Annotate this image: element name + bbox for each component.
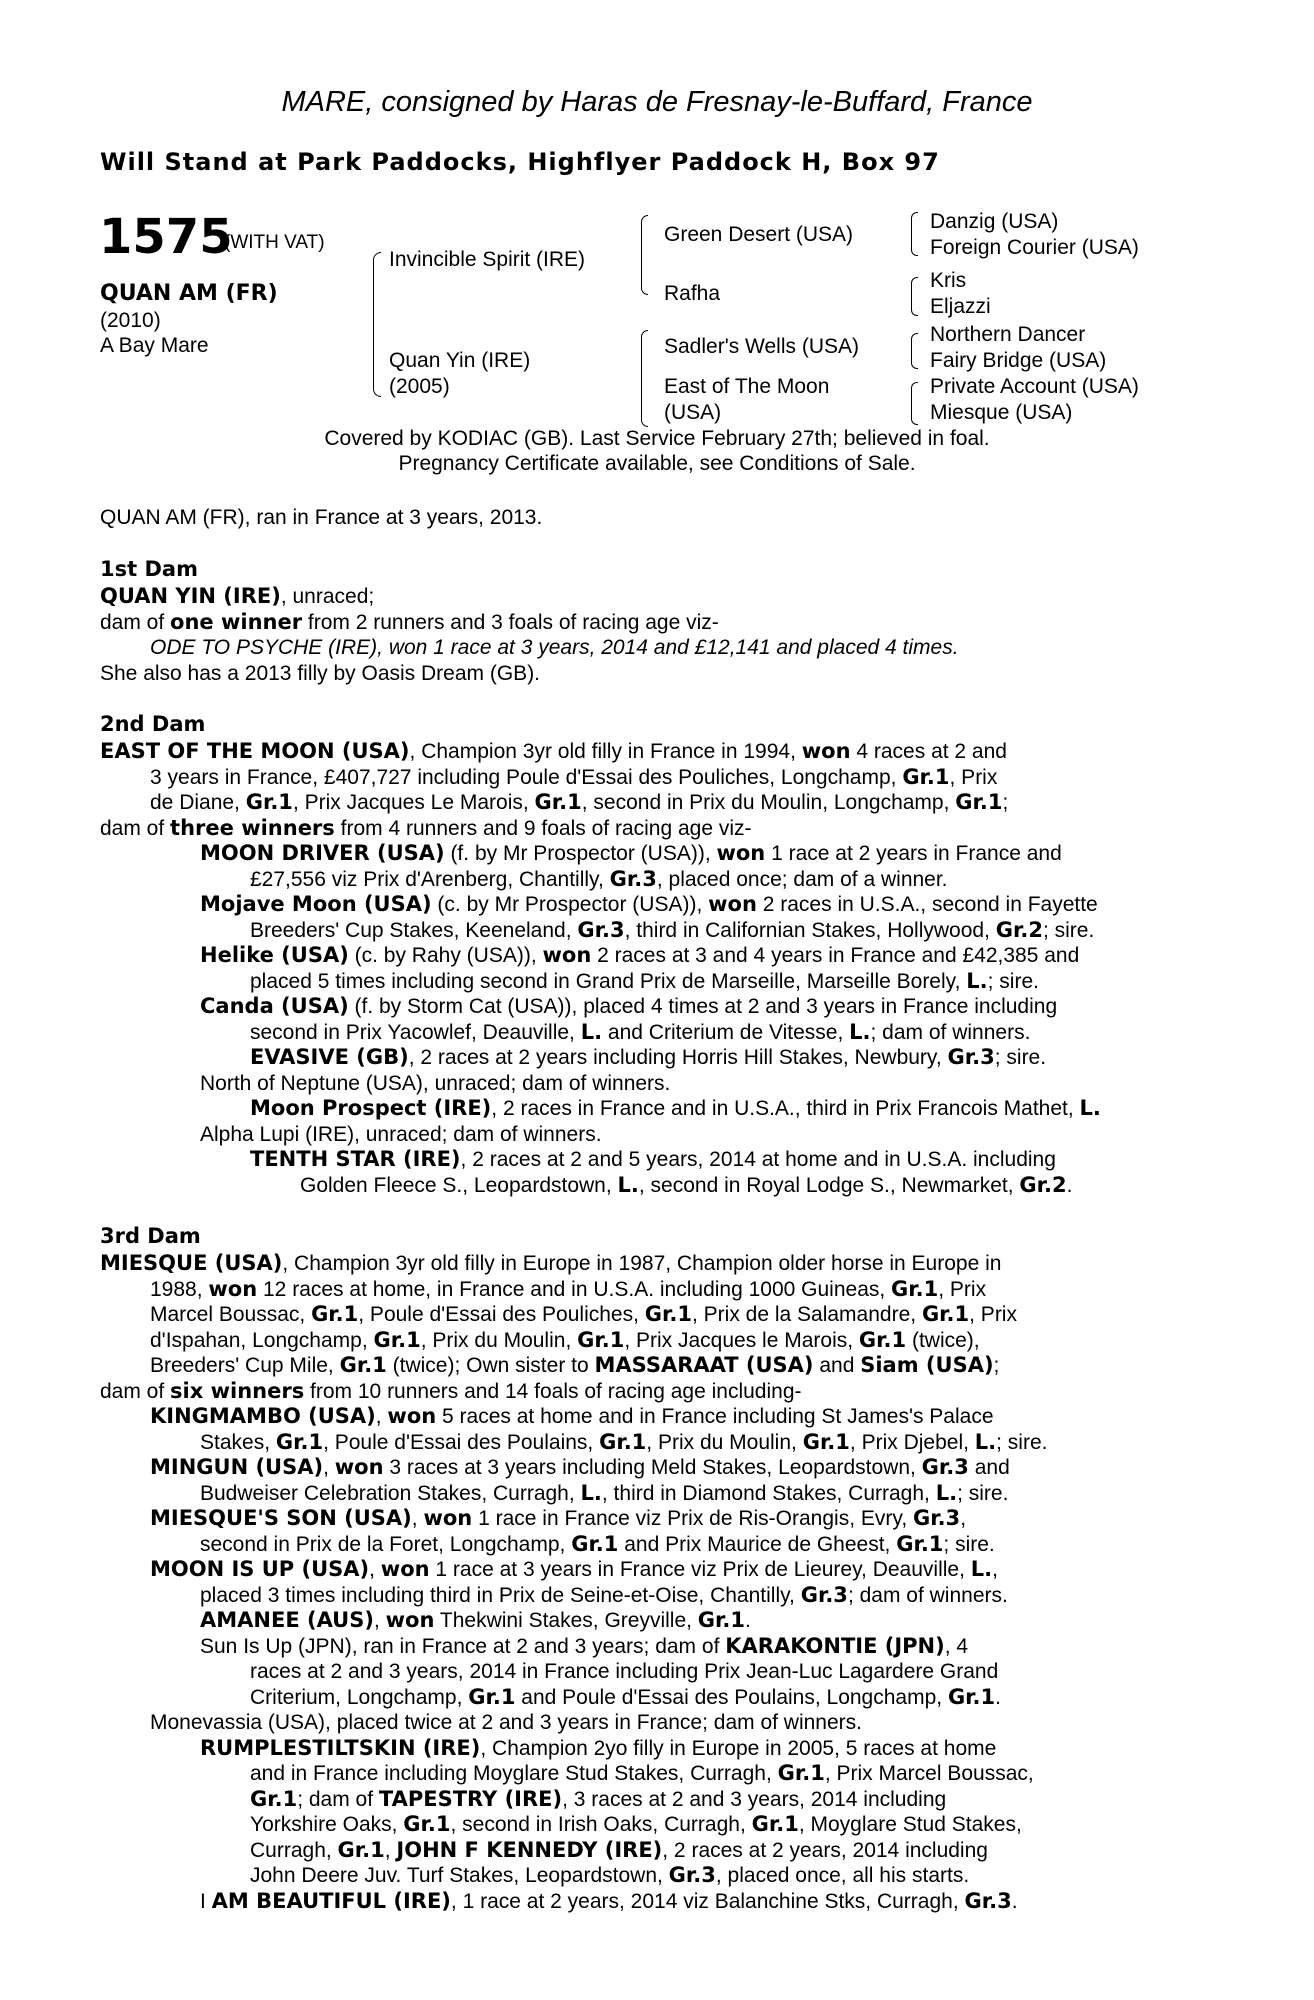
first-dam-line: She also has a 2013 filly by Oasis Dream (GB).: [100, 661, 541, 685]
second-dam-line: £27,556 viz Prix d'Arenberg, Chantilly, Gr.3, placed once; dam of a winner.: [250, 866, 948, 891]
page-title: MARE, consigned by Haras de Fresnay-le-Buffard, France: [281, 86, 1033, 118]
family-details: [100, 557, 1212, 1940]
pedigree-brace-sd: [911, 277, 918, 316]
pedigree-brace-main: [373, 252, 381, 397]
second-dam-line: North of Neptune (USA), unraced; dam of winners.: [200, 1071, 671, 1095]
pedigree-dam-dam-country: (USA): [664, 401, 722, 424]
second-dam-line: second in Prix Yacowlef, Deauville, L. and Criterium de Vitesse, L.; dam of winners.: [250, 1019, 1031, 1044]
second-dam-line: Moon Prospect (IRE), 2 races in France and in U.S.A., third in Prix Francois Mathet, L.: [250, 1096, 1101, 1120]
pedigree-ddd: Miesque (USA): [930, 401, 1073, 424]
third-dam-line: races at 2 and 3 years, 2014 in France including Prix Jean-Luc Lagardere Grand: [250, 1660, 999, 1683]
second-dam-line: Canda (USA) (f. by Storm Cat (USA)), placed 4 times at 2 and 3 years in France including: [200, 994, 1058, 1018]
third-dam-line: MIESQUE'S SON (USA), won 1 race in France viz Prix de Ris-Orangis, Evry, Gr.3,: [150, 1506, 967, 1530]
third-dam-line: Curragh, Gr.1, JOHN F KENNEDY (IRE), 2 races at 2 years, 2014 including: [250, 1837, 988, 1862]
third-dam-line: dam of six winners from 10 runners and 14 foals of racing age including-: [100, 1378, 802, 1403]
pedigree-brace-ds: [911, 333, 918, 369]
third-dam-line: Sun Is Up (JPN), ran in France at 2 and 3 years; dam of KARAKONTIE (JPN), 4: [200, 1633, 969, 1658]
pedigree-brace-sire: [641, 215, 648, 295]
first-dam-line: QUAN YIN (IRE), unraced;: [100, 584, 375, 608]
third-dam-line: KINGMAMBO (USA), won 5 races at home and in France including St James's Palace: [150, 1404, 994, 1428]
pedigree-dam: Quan Yin (IRE): [389, 349, 531, 372]
second-dam-line: TENTH STAR (IRE), 2 races at 2 and 5 years, 2014 at home and in U.S.A. including: [250, 1147, 1056, 1171]
pedigree-brace-dam: [641, 330, 648, 427]
third-dam-line: placed 3 times including third in Prix de Seine-et-Oise, Chantilly, Gr.3; dam of winners.: [200, 1582, 1008, 1607]
pedigree-dam-dam: East of The Moon: [664, 375, 830, 398]
third-dam-line: and in France including Moyglare Stud Stakes, Curragh, Gr.1, Prix Marcel Boussac,: [250, 1761, 1034, 1785]
third-dam-line: MINGUN (USA), won 3 races at 3 years including Meld Stakes, Leopardstown, Gr.3 and: [150, 1455, 1010, 1479]
third-dam-line: second in Prix de la Foret, Longchamp, Gr.1 and Prix Maurice de Gheest, Gr.1; sire.: [200, 1531, 995, 1556]
third-dam-line: John Deere Juv. Turf Stakes, Leopardstown, Gr.3, placed once, all his starts.: [250, 1863, 970, 1887]
third-dam-line: Budweiser Celebration Stakes, Curragh, L., third in Diamond Stakes, Curragh, L.; sire.: [200, 1480, 1009, 1505]
third-dam-line: I AM BEAUTIFUL (IRE), 1 race at 2 years, 2014 viz Balanchine Stks, Curragh, Gr.3.: [200, 1888, 1018, 1913]
pedigree-dds: Private Account (USA): [930, 375, 1139, 398]
second-dam-line: EVASIVE (GB), 2 races at 2 years including Horris Hill Stakes, Newbury, Gr.3; sire.: [250, 1045, 1047, 1069]
third-dam-line: Monevassia (USA), placed twice at 2 and 3 years in France; dam of winners.: [150, 1711, 862, 1734]
vat-note: (WITH VAT): [224, 232, 325, 253]
pedigree-sss: Danzig (USA): [930, 210, 1059, 233]
third-dam-line: Marcel Boussac, Gr.1, Poule d'Essai des Pouliches, Gr.1, Prix de la Salamandre, Gr.1, Prix: [150, 1302, 1017, 1326]
second-dam-line: Helike (USA) (c. by Rahy (USA)), won 2 races at 3 and 4 years in France and £42,385 and: [200, 943, 1080, 967]
third-dam-line: Breeders' Cup Mile, Gr.1 (twice); Own sister to MASSARAAT (USA) and Siam (USA);: [150, 1353, 1000, 1377]
second-dam-line: dam of three winners from 4 runners and 9 foals of racing age viz-: [100, 815, 752, 840]
stand-location: Will Stand at Park Paddocks, Highflyer Paddock H, Box 97: [100, 148, 940, 176]
third-dam-line: AMANEE (AUS), won Thekwini Stakes, Greyville, Gr.1.: [200, 1608, 751, 1632]
pedigree-ssd: Foreign Courier (USA): [930, 236, 1139, 259]
third-dam-line: MOON IS UP (USA), won 1 race at 3 years in France viz Prix de Lieurey, Deauville, L.,: [150, 1557, 998, 1581]
second-dam-line: Alpha Lupi (IRE), unraced; dam of winners.: [200, 1122, 602, 1146]
second-dam-line: Golden Fleece S., Leopardstown, L., second in Royal Lodge S., Newmarket, Gr.2.: [300, 1172, 1073, 1197]
second-dam-line: 3 years in France, £407,727 including Poule d'Essai des Pouliches, Longchamp, Gr.1, Prix: [150, 764, 998, 789]
first-dam-title: 1st Dam: [100, 557, 198, 581]
third-dam-line: 1988, won 12 races at home, in France and in U.S.A. including 1000 Guineas, Gr.1, Prix: [150, 1276, 987, 1301]
pedigree-brace-ss: [911, 212, 918, 256]
pedigree-sire-sire: Green Desert (USA): [664, 223, 854, 246]
first-dam-line: dam of one winner from 2 runners and 3 foals of racing age viz-: [100, 609, 719, 634]
covered-note: Covered by KODIAC (GB). Last Service February 27th; believed in foal.: [324, 427, 990, 450]
horse-name: QUAN AM (FR): [100, 281, 278, 306]
pedigree-sdd: Eljazzi: [930, 295, 991, 318]
third-dam-title: 3rd Dam: [100, 1224, 201, 1248]
third-dam-line: Yorkshire Oaks, Gr.1, second in Irish Oaks, Curragh, Gr.1, Moyglare Stud Stakes,: [250, 1812, 1022, 1836]
second-dam-line: EAST OF THE MOON (USA), Champion 3yr old filly in France in 1994, won 4 races at 2 and: [100, 739, 1007, 763]
second-dam-line: placed 5 times including second in Grand Prix de Marseille, Marseille Borely, L.; sire.: [250, 968, 1039, 993]
third-dam-line: Gr.1; dam of TAPESTRY (IRE), 3 races at 2 and 3 years, 2014 including: [250, 1786, 947, 1811]
third-dam-line: MIESQUE (USA), Champion 3yr old filly in Europe in 1987, Champion older horse in Europe in: [100, 1251, 1002, 1275]
third-dam-line: RUMPLESTILTSKIN (IRE), Champion 2yo filly in Europe in 2005, 5 races at home: [200, 1735, 997, 1760]
pedigree-dam-year: (2005): [389, 375, 450, 398]
third-dam-line: Stakes, Gr.1, Poule d'Essai des Poulains, Gr.1, Prix du Moulin, Gr.1, Prix Djebel, L.; sire.: [200, 1429, 1048, 1454]
third-dam-section: [100, 1224, 1212, 1914]
third-dam-line: d'Ispahan, Longchamp, Gr.1, Prix du Moulin, Gr.1, Prix Jacques le Marois, Gr.1 (twice),: [150, 1327, 980, 1352]
pedigree-dam-sire: Sadler's Wells (USA): [664, 335, 859, 358]
second-dam-line: Mojave Moon (USA) (c. by Mr Prospector (USA)), won 2 races in U.S.A., second in Fayette: [200, 892, 1098, 916]
race-summary: QUAN AM (FR), ran in France at 3 years, 2013.: [100, 506, 543, 529]
second-dam-title: 2nd Dam: [100, 712, 206, 736]
pedigree-dss: Northern Dancer: [930, 323, 1086, 346]
second-dam-section: [100, 712, 1212, 1198]
pedigree-dsd: Fairy Bridge (USA): [930, 349, 1107, 372]
first-dam-section: [100, 557, 1212, 686]
pregnancy-note: Pregnancy Certificate available, see Conditions of Sale.: [398, 452, 916, 475]
pedigree-brace-dd: [911, 382, 918, 425]
birth-year: (2010): [100, 309, 161, 332]
pedigree-sire-dam: Rafha: [664, 282, 721, 305]
second-dam-line: de Diane, Gr.1, Prix Jacques Le Marois, Gr.1, second in Prix du Moulin, Longchamp, Gr.1;: [150, 790, 1009, 814]
horse-description: A Bay Mare: [100, 334, 209, 357]
lot-number: 1575: [99, 209, 233, 265]
second-dam-line: Breeders' Cup Stakes, Keeneland, Gr.3, third in Californian Stakes, Hollywood, Gr.2; sire.: [250, 917, 1095, 942]
pedigree-sds: Kris: [930, 269, 967, 292]
third-dam-line: Criterium, Longchamp, Gr.1 and Poule d'Essai des Poulains, Longchamp, Gr.1.: [250, 1684, 1001, 1709]
first-dam-line: ODE TO PSYCHE (IRE), won 1 race at 3 years, 2014 and £12,141 and placed 4 times.: [150, 636, 959, 659]
pedigree-sire: Invincible Spirit (IRE): [389, 248, 586, 271]
second-dam-line: MOON DRIVER (USA) (f. by Mr Prospector (USA)), won 1 race at 2 years in France and: [200, 841, 1062, 865]
